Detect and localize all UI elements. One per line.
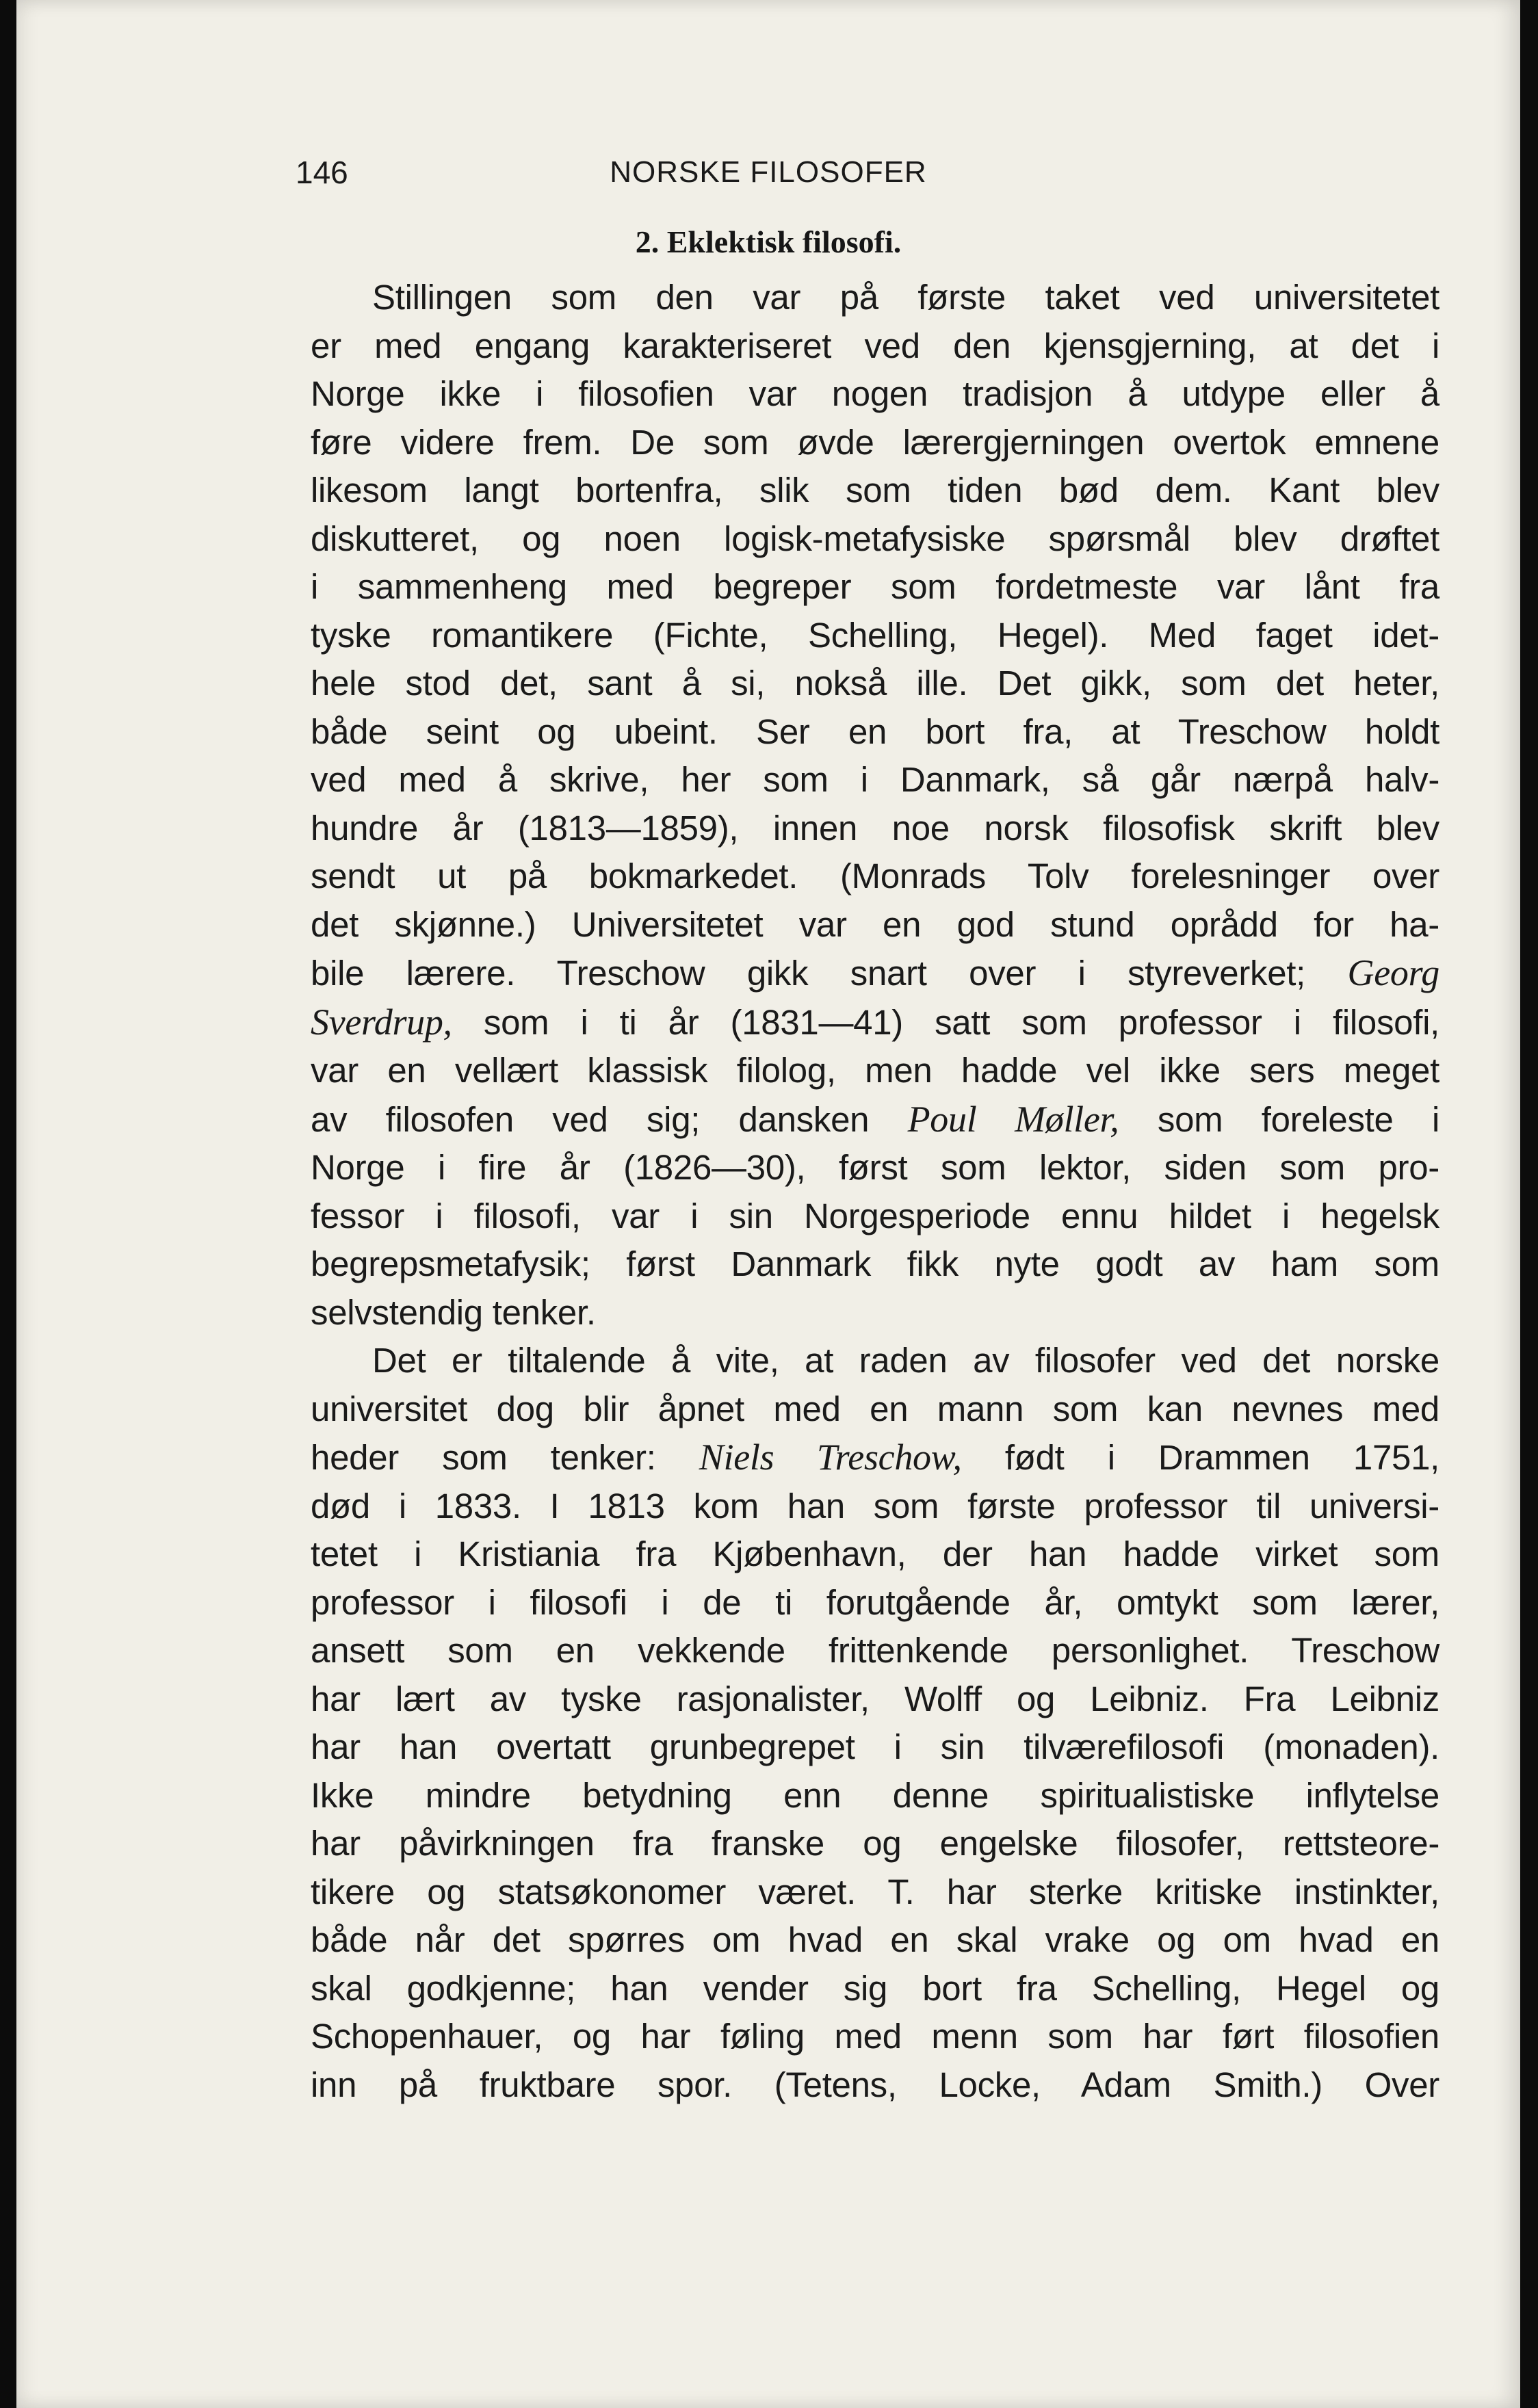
text-line: føre videre frem. De som øvde lærergjerningen overtok emnene bbox=[311, 422, 1439, 462]
person-name-georg: Georg bbox=[1347, 952, 1439, 993]
text-line bbox=[311, 1433, 1439, 1482]
text-line: Det er tiltalende å vite, at raden av filosofer ved det norske bbox=[372, 1341, 1439, 1380]
text-fragment: født i Drammen 1751, bbox=[1004, 1438, 1440, 1477]
text-line: Norge ikke i filosofien var nogen tradisjon å utdype eller å bbox=[311, 374, 1439, 413]
text-fragment: som i ti år (1831—41) satt som professor i filosofi, bbox=[483, 1002, 1439, 1042]
running-head: NORSKE FILOSOFER bbox=[610, 155, 927, 189]
person-name-sverdrup: Sverdrup, bbox=[311, 1001, 452, 1043]
text-line: selvstendig tenker. bbox=[311, 1292, 596, 1332]
paragraph bbox=[311, 1337, 1439, 2109]
text-line: Ikke mindre betydning enn denne spiritualistiske inflytelse bbox=[311, 1775, 1439, 1815]
text-fragment: heder som tenker: bbox=[311, 1438, 656, 1477]
text-line: professor i filosofi i de ti forutgående år, omtykt som lærer, bbox=[311, 1582, 1439, 1622]
text-line: tyske romantikere (Fichte, Schelling, Hegel). Med faget idet- bbox=[311, 615, 1439, 655]
text-line: både seint og ubeint. Ser en bort fra, at Treschow holdt bbox=[311, 711, 1439, 751]
text-line: var en vellært klassisk filolog, men hadde vel ikke sers meget bbox=[311, 1051, 1439, 1090]
text-line: tetet i Kristiania fra Kjøbenhavn, der han hadde virket som bbox=[311, 1534, 1439, 1573]
text-line: ansett som en vekkende frittenkende personlighet. Treschow bbox=[311, 1631, 1439, 1670]
book-page bbox=[16, 0, 1520, 2408]
page-header bbox=[16, 150, 1520, 194]
text-line: død i 1833. I 1813 kom han som første professor til universi- bbox=[311, 1486, 1439, 1526]
body-text bbox=[311, 274, 1439, 2109]
text-fragment: av filosofen ved sig; dansken bbox=[311, 1099, 870, 1139]
text-line: Stillingen som den var på første taket ved universitetet bbox=[372, 278, 1439, 317]
text-line: både når det spørres om hvad en skal vrake og om hvad en bbox=[311, 1920, 1439, 1959]
person-name-niels-treschow: Niels Treschow, bbox=[699, 1437, 962, 1478]
text-line: hele stod det, sant å si, nokså ille. Det gikk, som det heter, bbox=[311, 664, 1439, 703]
text-line: skal godkjenne; han vender sig bort fra Schelling, Hegel og bbox=[311, 1968, 1439, 2008]
text-line bbox=[311, 949, 1439, 998]
text-line: har påvirkningen fra franske og engelske filosofer, rettsteore- bbox=[311, 1824, 1439, 1863]
text-line: det skjønne.) Universitetet var en god stund oprådd for ha- bbox=[311, 904, 1439, 944]
text-line: inn på fruktbare spor. (Tetens, Locke, Adam Smith.) Over bbox=[311, 2065, 1439, 2104]
text-line: likesom langt bortenfra, slik som tiden bød dem. Kant blev bbox=[311, 471, 1439, 510]
text-line: universitet dog blir åpnet med en mann som kan nevnes med bbox=[311, 1389, 1439, 1428]
text-line: har han overtatt grunbegrepet i sin tilværefilosofi (monaden). bbox=[311, 1727, 1439, 1766]
text-line: har lært av tyske rasjonalister, Wolff og Leibniz. Fra Leibniz bbox=[311, 1679, 1439, 1718]
text-line: fessor i filosofi, var i sin Norgesperiode ennu hildet i hegelsk bbox=[311, 1196, 1439, 1235]
text-line bbox=[311, 998, 1439, 1047]
paragraph bbox=[311, 274, 1439, 1337]
person-name-poul-moller: Poul Møller, bbox=[907, 1098, 1119, 1140]
text-line: er med engang karakteriseret ved den kjensgjerning, at det i bbox=[311, 326, 1439, 365]
text-line: Norge i fire år (1826—30), først som lektor, siden som pro- bbox=[311, 1148, 1439, 1187]
page-number: 146 bbox=[296, 155, 348, 190]
text-line: Schopenhauer, og har føling med menn som har ført filosofien bbox=[311, 2017, 1439, 2056]
text-line: i sammenheng med begreper som fordetmeste var lånt fra bbox=[311, 567, 1439, 606]
text-fragment: bile lærere. Treschow gikk snart over i styreverket; bbox=[311, 954, 1306, 993]
text-line: hundre år (1813—1859), innen noe norsk filosofisk skrift blev bbox=[311, 808, 1439, 848]
text-line: sendt ut på bokmarkedet. (Monrads Tolv forelesninger over bbox=[311, 856, 1439, 895]
text-fragment: som foreleste i bbox=[1157, 1099, 1440, 1139]
text-line: diskutteret, og noen logisk-metafysiske spørsmål blev drøftet bbox=[311, 519, 1439, 558]
text-line: ved med å skrive, her som i Danmark, så går nærpå halv- bbox=[311, 760, 1439, 799]
section-title: 2. Eklektisk filosofi. bbox=[635, 224, 902, 259]
text-line: begrepsmetafysik; først Danmark fikk nyte godt av ham som bbox=[311, 1244, 1439, 1283]
text-line: tikere og statsøkonomer været. T. har sterke kritiske instinkter, bbox=[311, 1872, 1439, 1911]
text-line bbox=[311, 1095, 1439, 1144]
